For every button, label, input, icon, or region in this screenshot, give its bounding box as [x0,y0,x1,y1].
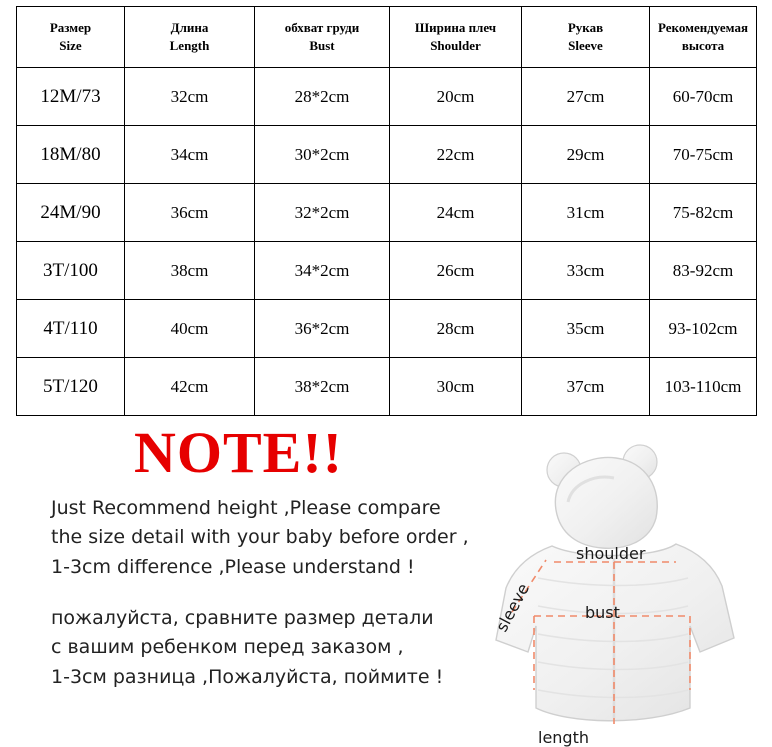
header-shoulder-ru: Ширина плеч [414,20,497,36]
label-bust: bust [585,603,620,622]
table-row [17,184,757,242]
header-shoulder [390,7,522,68]
cell-bust: 32*2cm [255,184,390,242]
cell-sleeve: 33cm [522,242,650,300]
cell-sleeve: 29cm [522,126,650,184]
table-row [17,300,757,358]
cell-sleeve: 37cm [522,358,650,416]
cell-shoulder: 26cm [390,242,522,300]
header-bust-ru: обхват груди [284,20,360,36]
table-row [17,126,757,184]
label-sleeve: sleeve [492,580,534,635]
hood-shape [555,457,657,548]
cell-bust: 30*2cm [255,126,390,184]
note-russian-line: с вашим ребенком перед заказом , [51,636,404,659]
note-english-line: Just Recommend height ,Please compare [51,497,441,519]
note-section [16,420,756,747]
cell-size: 3T/100 [17,242,125,300]
cell-length: 40cm [125,300,255,358]
header-sleeve-en: Sleeve [568,38,603,53]
cell-length: 38cm [125,242,255,300]
cell-bust: 28*2cm [255,68,390,126]
cell-sleeve: 31cm [522,184,650,242]
cell-shoulder: 24cm [390,184,522,242]
cell-size: 24M/90 [17,184,125,242]
cell-length: 42cm [125,358,255,416]
header-sleeve-ru: Рукав [567,20,604,36]
header-length-en: Length [169,38,210,53]
header-height-ru: Рекомендуемая [658,20,748,36]
cell-bust: 38*2cm [255,358,390,416]
cell-height: 93-102cm [650,300,757,358]
header-height [650,7,757,68]
note-russian-line: 1-3см разница ,Пожалуйста, поймите ! [51,665,444,688]
cell-sleeve: 27cm [522,68,650,126]
header-sleeve [522,7,650,68]
cell-height: 75-82cm [650,184,757,242]
note-english-line: 1-3cm difference ,Please understand ! [51,555,415,578]
cell-length: 34cm [125,126,255,184]
table-row [17,358,757,416]
cell-shoulder: 28cm [390,300,522,358]
cell-length: 36cm [125,184,255,242]
header-length [125,7,255,68]
table-row [17,68,757,126]
label-length: length [538,728,589,747]
cell-size: 12M/73 [17,68,125,126]
cell-height: 70-75cm [650,126,757,184]
cell-sleeve: 35cm [522,300,650,358]
header-height-en: высота [681,38,725,53]
header-bust [255,7,390,68]
header-size-en: Size [59,38,82,53]
cell-shoulder: 20cm [390,68,522,126]
cell-height: 60-70cm [650,68,757,126]
size-table [16,6,757,416]
jacket-illustration [490,440,760,747]
cell-shoulder: 22cm [390,126,522,184]
size-chart-page [0,6,772,747]
header-size-ru: Размер [49,20,92,36]
cell-height: 103-110cm [650,358,757,416]
cell-bust: 34*2cm [255,242,390,300]
header-length-ru: Длина [170,20,209,36]
header-shoulder-en: Shoulder [430,38,481,53]
table-header-row [17,7,757,68]
cell-shoulder: 30cm [390,358,522,416]
cell-height: 83-92cm [650,242,757,300]
cell-length: 32cm [125,68,255,126]
table-row [17,242,757,300]
header-bust-en: Bust [309,38,335,53]
cell-size: 18M/80 [17,126,125,184]
cell-bust: 36*2cm [255,300,390,358]
header-size [17,7,125,68]
cell-size: 4T/110 [17,300,125,358]
note-title: NOTE!! [134,420,343,485]
note-russian-line: пожалуйста, сравните размер детали [51,607,434,629]
note-english-line: the size detail with your baby before order , [51,526,469,549]
cell-size: 5T/120 [17,358,125,416]
label-shoulder: shoulder [576,544,646,563]
